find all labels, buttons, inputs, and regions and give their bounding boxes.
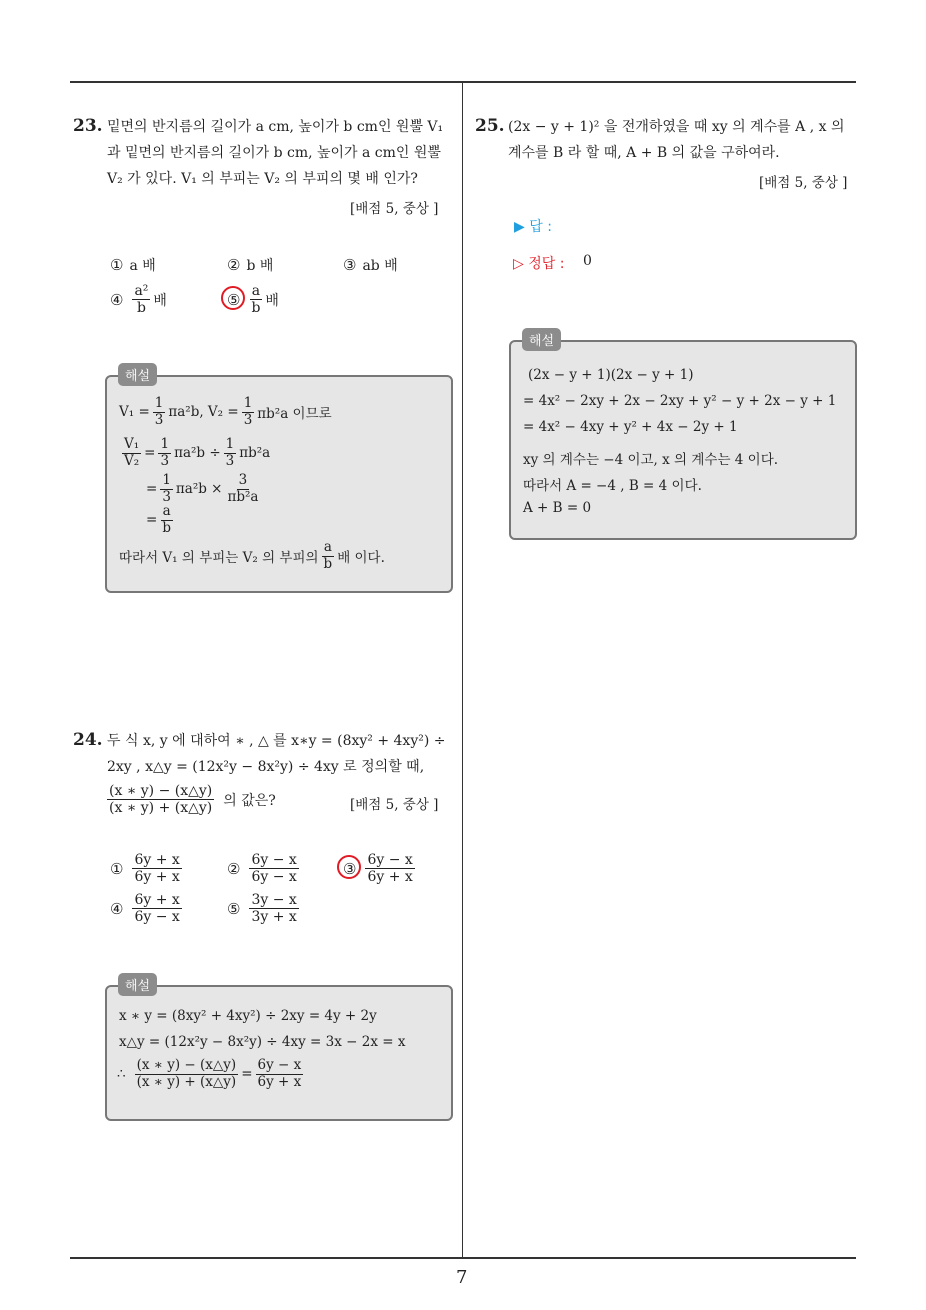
q24-option-5-num: ⑤ [227,899,241,918]
q23-number: 23. [73,116,103,136]
q24-option-5[interactable] [227,892,302,925]
q24-option-3-fraction [365,852,414,885]
q23-sol-l2-d1: 3 [160,452,170,469]
q23-sol-l2-frac1 [158,437,171,469]
q23-option-2-text: b 배 [246,258,274,274]
q24-option-3-denominator: 6y + x [367,869,413,886]
q23-line-3: V₂ 가 있다. V₁ 의 부피는 V₂ 의 부피의 몇 배 인가? [107,171,418,187]
q23-sol-l5-frac [322,540,335,572]
q23-sol-l3-n1: 1 [162,472,171,488]
q23-meta: [배점 5, 중상 ] [350,201,439,217]
q24-expression-fraction [107,783,214,816]
q23-option-5-fraction [249,283,262,316]
q23-option-3-text: ab 배 [362,258,398,274]
q24-expression-numerator: (x ∗ y) − (x△y) [109,783,213,799]
q24-option-4[interactable] [110,892,185,925]
q23-sol-l1-d1: 3 [154,411,164,428]
top-rule [70,81,856,83]
q25-sol-line-1: (2x − y + 1)(2x − y + 1) [528,367,694,383]
q23-option-4-fraction [132,283,150,316]
q24-option-4-numerator: 6y + x [134,892,180,908]
q23-option-2[interactable] [227,255,273,275]
q23-sol-l2-n1: 1 [160,436,170,452]
q24-sol-l3-frac1 [135,1058,239,1090]
q24-line-3 [104,783,276,816]
q24-option-1[interactable] [110,852,185,885]
q25-correct-label: ▷ 정답 : [513,256,565,272]
q24-sol-l3-frac2 [256,1058,304,1090]
q23-line-1: 밑면의 반지름의 길이가 a cm, 높이가 b cm인 원뿔 V₁ [107,119,444,135]
q24-sol-l3-n: (x ∗ y) − (x△y) [136,1057,237,1073]
q24-option-2-fraction [249,852,298,885]
q24-option-2-num: ② [227,859,241,878]
q25-solution-tag: 해설 [522,328,561,351]
q23-sol-l3-d2: πb²a [227,488,259,505]
q24-line-1: 두 식 x, y 에 대하여 ∗ , △ 를 x∗y = (8xy² + 4xy²) ÷ [107,733,446,749]
q25-answer-label: ▶ 답 : [514,219,552,235]
q23-option-4-num: ④ [110,290,124,309]
q25-line-1: (2x − y + 1)² 을 전개하였을 때 xy 의 계수를 A , x 의 [508,119,845,135]
q23-sol-l1-n2: 1 [243,395,253,411]
q24-sol-therefore: ∴ [117,1066,126,1083]
q24-solution-box [105,985,453,1121]
q23-sol-l1-frac1 [153,396,166,428]
q23-option-5[interactable] [227,283,279,316]
q25-correct-value: 0 [583,253,592,269]
q24-sol-line-3 [117,1058,306,1090]
q23-sol-l3-d1: 3 [162,488,171,505]
q23-sol-l1-d2: 3 [243,411,253,428]
q23-sol-l1-frac2 [242,396,255,428]
q23-text [107,114,443,192]
q23-option-2-num: ② [227,256,241,274]
q24-option-4-denominator: 6y − x [134,909,180,926]
column-divider [462,83,463,1258]
q25-line-2: 계수를 B 라 할 때, A + B 의 값을 구하여라. [508,145,780,161]
page-number: 7 [456,1267,468,1288]
q23-sol-line-2 [119,437,270,469]
q23-sol-l5a: 따라서 V₁ 의 부피는 V₂ 의 부피의 [119,550,319,567]
q24-option-1-denominator: 6y + x [134,869,180,886]
q25-sol-line-5: 따라서 A = −4 , B = 4 이다. [523,478,702,494]
q23-sol-l3-frac1 [160,473,173,505]
q25-meta: [배점 5, 중상 ] [759,175,848,191]
q23-sol-l4-d: b [162,519,171,536]
q23-sol-l3-eq: = [146,481,158,498]
q24-option-4-fraction [132,892,181,925]
q24-option-1-numerator: 6y + x [134,852,180,868]
q23-option-1[interactable] [110,255,156,275]
q23-option-4-suffix: 배 [153,292,167,309]
q23-option-4-denominator: b [136,300,146,317]
q24-sol-l3-d: (x ∗ y) + (x△y) [136,1073,237,1090]
q23-sol-line-3 [146,473,263,505]
q23-sol-line-4 [146,504,176,536]
q23-option-4[interactable] [110,283,167,316]
q24-sol-line-1: x ∗ y = (8xy² + 4xy²) ÷ 2xy = 4y + 2y [119,1008,377,1024]
q24-option-4-num: ④ [110,899,124,918]
bottom-rule [70,1257,856,1259]
q23-sol-l2-frac2 [224,437,237,469]
q24-line-3-suffix: 의 값은? [223,792,276,809]
q24-sol-l3-rd: 6y + x [257,1073,302,1090]
q23-line-2: 과 밑면의 반지름의 길이가 b cm, 높이가 a cm인 원뿔 [107,145,441,161]
q24-option-2-denominator: 6y − x [251,869,297,886]
q23-sol-l2-mid: πa²b ÷ [174,445,221,462]
q24-sol-line-2: x△y = (12x²y − 8x²y) ÷ 4xy = 3x − 2x = x [119,1034,406,1050]
q24-option-5-numerator: 3y − x [251,892,297,908]
q23-sol-l2-eq: = [144,445,156,462]
q24-expression-denominator: (x ∗ y) + (x△y) [109,800,213,817]
q23-sol-l1b: πa²b, V₂ = [168,404,239,421]
q23-sol-l2-ld: V₂ [124,452,140,469]
q23-option-5-denominator: b [251,300,261,317]
q24-option-2-numerator: 6y − x [251,852,297,868]
q23-sol-l4-n: a [162,503,171,519]
q23-sol-l4-frac [160,504,173,536]
q24-sol-l3-eq: = [241,1066,253,1083]
q23-option-1-text: a 배 [129,258,156,274]
q24-option-2[interactable] [227,852,302,885]
q23-sol-l2-n2: 1 [225,436,235,452]
q24-option-1-fraction [132,852,181,885]
q23-option-5-num: ⑤ [227,290,241,309]
q23-option-3-num: ③ [343,256,357,274]
q24-option-1-num: ① [110,859,124,878]
q25-sol-line-2: = 4x² − 2xy + 2x − 2xy + y² − y + 2x − y + 1 [523,393,837,409]
q23-option-3[interactable] [343,255,398,275]
q23-sol-l2-lhs [122,437,141,469]
q23-sol-l2-ln: V₁ [124,436,140,452]
q23-sol-l1a: V₁ = [119,404,150,421]
q23-sol-l2-end: πb²a [239,445,271,462]
q24-meta: [배점 5, 중상 ] [350,797,439,813]
q23-sol-l5-n: a [323,539,332,555]
q24-number: 24. [73,730,103,750]
q23-sol-line-1 [119,396,332,428]
q24-option-5-fraction [249,892,298,925]
q23-sol-l4-eq: = [146,512,158,529]
q23-sol-l3-frac2 [225,473,260,505]
q23-option-4-numerator: a² [134,283,149,299]
q23-sol-l1c: πb²a 이므로 [257,406,332,423]
q23-sol-line-5 [119,540,385,572]
q23-sol-l5b: 배 이다. [337,550,385,567]
q25-sol-line-3: = 4x² − 4xy + y² + 4x − 2y + 1 [523,419,738,435]
q25-sol-line-6: A + B = 0 [523,500,592,516]
q24-option-3[interactable] [343,852,418,885]
q24-line-2: 2xy , x△y = (12x²y − 8x²y) ÷ 4xy 로 정의할 때, [107,759,425,775]
q24-option-5-denominator: 3y + x [251,909,297,926]
q24-sol-l3-rn: 6y − x [257,1057,302,1073]
q23-sol-l5-d: b [323,555,333,572]
q23-sol-l3-mid: πa²b × [175,481,223,498]
q23-option-5-numerator: a [251,283,261,299]
q25-number: 25. [475,116,505,136]
q23-sol-l1-n1: 1 [154,395,164,411]
q23-option-5-suffix: 배 [265,292,279,309]
q23-solution-tag: 해설 [118,363,157,386]
q23-sol-l2-d2: 3 [225,452,235,469]
q23-option-1-num: ① [110,256,124,274]
q25-sol-line-4: xy 의 계수는 −4 이고, x 의 계수는 4 이다. [523,452,779,468]
q23-sol-l3-n2: 3 [238,472,248,488]
q24-option-3-num: ③ [343,859,357,878]
q24-option-3-numerator: 6y − x [367,852,413,868]
q24-solution-tag: 해설 [118,973,157,996]
